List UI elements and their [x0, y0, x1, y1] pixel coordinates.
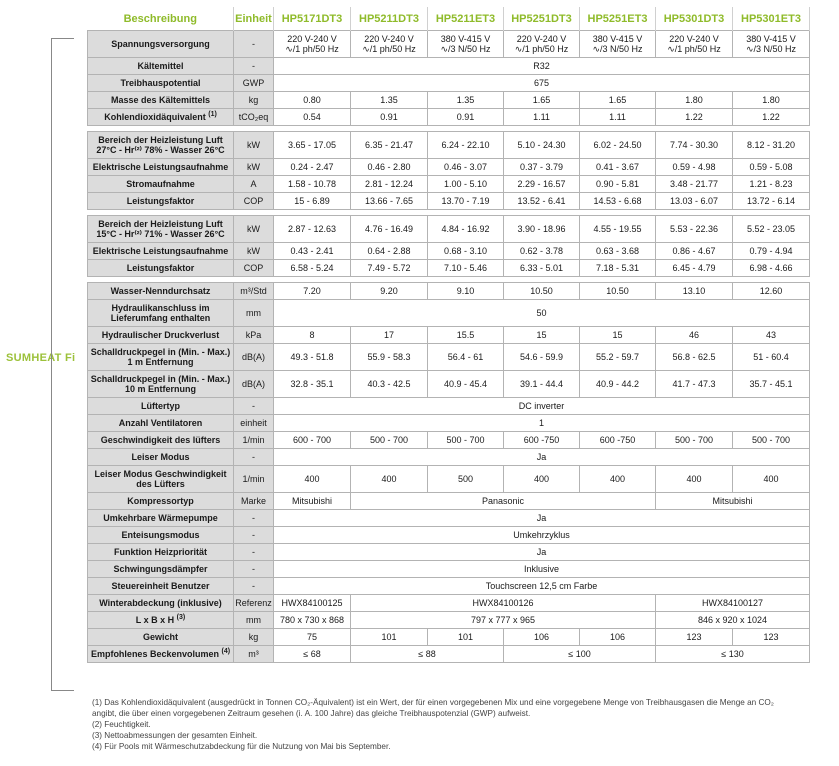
- value-cell: 123: [733, 629, 810, 646]
- value-cell: 600 -750: [580, 432, 656, 449]
- value-cell: 500 - 700: [733, 432, 810, 449]
- row-label-text: Umkehrbare Wärmepumpe: [103, 513, 218, 523]
- row-label: [88, 449, 234, 466]
- value-cell: 0.54: [274, 109, 351, 126]
- table-row: [88, 449, 810, 466]
- value-cell: 1.80: [656, 92, 733, 109]
- row-label: [88, 193, 234, 210]
- value-cell: 1.35: [351, 92, 428, 109]
- row-label-text: Hydraulikanschluss im Lieferumfang enthalten: [110, 303, 211, 323]
- value-cell: ≤ 68: [274, 646, 351, 663]
- value-cell: 4.84 - 16.92: [428, 216, 504, 243]
- row-label-text: Winterabdeckung (inklusive): [99, 598, 222, 608]
- value-cell: 5.10 - 24.30: [504, 132, 580, 159]
- value-cell: 35.7 - 45.1: [733, 371, 810, 398]
- value-cell: 400: [656, 466, 733, 493]
- row-unit: -: [234, 510, 274, 527]
- spec-body: [88, 31, 810, 663]
- table-row: [88, 243, 810, 260]
- header-model: HP5301DT3: [656, 7, 733, 31]
- header-model: HP5211DT3: [351, 7, 428, 31]
- row-unit: -: [234, 58, 274, 75]
- value-cell: 1.22: [733, 109, 810, 126]
- table-row: [88, 612, 810, 629]
- table-row: [88, 58, 810, 75]
- header-model: HP5171DT3: [274, 7, 351, 31]
- value-cell: 54.6 - 59.9: [504, 344, 580, 371]
- value-cell: 15 - 6.89: [274, 193, 351, 210]
- row-unit: kW: [234, 216, 274, 243]
- value-cell: 43: [733, 327, 810, 344]
- value-cell: 0.64 - 2.88: [351, 243, 428, 260]
- row-label: [88, 493, 234, 510]
- value-cell: R32: [274, 58, 810, 75]
- table-row: [88, 578, 810, 595]
- value-cell: 0.41 - 3.67: [580, 159, 656, 176]
- value-cell: 13.70 - 7.19: [428, 193, 504, 210]
- value-cell: Touchscreen 12,5 cm Farbe: [274, 578, 810, 595]
- value-cell: Umkehrzyklus: [274, 527, 810, 544]
- value-cell: 400: [351, 466, 428, 493]
- row-label-text: Leistungsfaktor: [126, 196, 195, 206]
- row-unit: Marke: [234, 493, 274, 510]
- value-cell: 1.35: [428, 92, 504, 109]
- value-cell: 6.98 - 4.66: [733, 260, 810, 277]
- row-label: [88, 176, 234, 193]
- row-label: [88, 159, 234, 176]
- table-row: [88, 260, 810, 277]
- value-cell: 1.65: [580, 92, 656, 109]
- footnotes: [92, 697, 812, 752]
- value-cell: 7.10 - 5.46: [428, 260, 504, 277]
- table-row: [88, 544, 810, 561]
- value-cell: 7.74 - 30.30: [656, 132, 733, 159]
- row-label-text: Empfohlenes Beckenvolumen: [90, 649, 219, 659]
- row-unit: kW: [234, 243, 274, 260]
- row-label: [88, 527, 234, 544]
- row-label-text: Leiser Modus: [131, 452, 190, 462]
- value-cell: 13.72 - 6.14: [733, 193, 810, 210]
- table-row: [88, 300, 810, 327]
- value-cell: 13.52 - 6.41: [504, 193, 580, 210]
- table-row: [88, 193, 810, 210]
- value-cell: Ja: [274, 449, 810, 466]
- row-label: [88, 300, 234, 327]
- row-label-text: Elektrische Leistungsaufnahme: [92, 162, 229, 172]
- value-cell: 101: [351, 629, 428, 646]
- row-label: [88, 398, 234, 415]
- row-label: [88, 31, 234, 58]
- row-label-text: Spannungsversorgung: [111, 39, 210, 49]
- value-cell: 123: [656, 629, 733, 646]
- row-label: [88, 327, 234, 344]
- row-label-text: Leiser Modus Geschwindigkeit des Lüfters: [94, 469, 227, 489]
- table-row: [88, 595, 810, 612]
- value-cell: 3.48 - 21.77: [656, 176, 733, 193]
- value-cell: 39.1 - 44.4: [504, 371, 580, 398]
- footnote: (1) Das Kohlendioxidäquivalent (ausgedrückt in Tonnen CO₂-Äquivalent) ist ein Wert, der für einen vorgegebenen Mix und eine vorgegebene Menge von Treibhausgasen die Menge an CO₂: [92, 698, 774, 707]
- value-cell: 106: [580, 629, 656, 646]
- row-label-text: Bereich der Heizleistung Luft 15°C - Hr⁽²⁾ 71% - Wasser 26°C: [96, 219, 225, 239]
- row-label: [88, 243, 234, 260]
- header-model: HP5301ET3: [733, 7, 810, 31]
- row-label-text: Hydraulischer Druckverlust: [101, 330, 220, 340]
- row-label: [88, 92, 234, 109]
- value-cell: 6.33 - 5.01: [504, 260, 580, 277]
- row-unit: GWP: [234, 75, 274, 92]
- value-cell: 400: [733, 466, 810, 493]
- value-cell: 600 -750: [504, 432, 580, 449]
- value-cell: 15: [580, 327, 656, 344]
- row-unit: m³: [234, 646, 274, 663]
- value-cell: 4.55 - 19.55: [580, 216, 656, 243]
- header-model: HP5211ET3: [428, 7, 504, 31]
- row-label-text: Kältemittel: [137, 61, 184, 71]
- value-cell: 220 V-240 V ∿/1 ph/50 Hz: [274, 31, 351, 58]
- row-unit: -: [234, 449, 274, 466]
- value-cell: Mitsubishi: [656, 493, 810, 510]
- table-row: [88, 92, 810, 109]
- table-row: [88, 283, 810, 300]
- value-cell: 56.8 - 62.5: [656, 344, 733, 371]
- value-cell: ≤ 100: [504, 646, 656, 663]
- row-unit: dB(A): [234, 371, 274, 398]
- footnote: (3) Nettoabmessungen der gesamten Einheit.: [92, 731, 258, 740]
- value-cell: 15: [504, 327, 580, 344]
- value-cell: 9.10: [428, 283, 504, 300]
- value-cell: 7.49 - 5.72: [351, 260, 428, 277]
- value-cell: 1.80: [733, 92, 810, 109]
- row-unit: tCO₂eq: [234, 109, 274, 126]
- row-unit: m³/Std: [234, 283, 274, 300]
- value-cell: 12.60: [733, 283, 810, 300]
- row-unit: einheit: [234, 415, 274, 432]
- row-label: [88, 283, 234, 300]
- value-cell: 6.45 - 4.79: [656, 260, 733, 277]
- value-cell: 380 V-415 V ∿/3 N/50 Hz: [733, 31, 810, 58]
- row-label-text: Gewicht: [142, 632, 178, 642]
- row-unit: kPa: [234, 327, 274, 344]
- row-unit: kW: [234, 159, 274, 176]
- value-cell: 0.46 - 3.07: [428, 159, 504, 176]
- value-cell: 14.53 - 6.68: [580, 193, 656, 210]
- footnote: angibt, die über einen vorgegebenen Zeitraum gesehen (i. A. 100 Jahre) das gleiche Treibhauspotenzial (GWP) aufweist.: [92, 709, 531, 718]
- value-cell: 500 - 700: [428, 432, 504, 449]
- value-cell: 0.37 - 3.79: [504, 159, 580, 176]
- table-row: [88, 344, 810, 371]
- row-unit: COP: [234, 260, 274, 277]
- row-label-text: Schalldruckpegel in (Min. - Max.) 10 m Entfernung: [90, 374, 231, 394]
- value-cell: 6.58 - 5.24: [274, 260, 351, 277]
- value-cell: 1.11: [580, 109, 656, 126]
- value-cell: 5.53 - 22.36: [656, 216, 733, 243]
- row-unit: kg: [234, 629, 274, 646]
- value-cell: 13.03 - 6.07: [656, 193, 733, 210]
- value-cell: 56.4 - 61: [428, 344, 504, 371]
- value-cell: 846 x 920 x 1024: [656, 612, 810, 629]
- row-label-text: Bereich der Heizleistung Luft 27°C - Hr⁽²⁾ 78% - Wasser 26°C: [96, 135, 225, 155]
- value-cell: 106: [504, 629, 580, 646]
- value-cell: 0.43 - 2.41: [274, 243, 351, 260]
- table-row: [88, 398, 810, 415]
- value-cell: 8.12 - 31.20: [733, 132, 810, 159]
- row-unit: dB(A): [234, 344, 274, 371]
- row-label-footnote: (1): [208, 111, 217, 118]
- header-row: [88, 7, 810, 31]
- value-cell: 13.66 - 7.65: [351, 193, 428, 210]
- table-row: [88, 159, 810, 176]
- row-label: [88, 578, 234, 595]
- value-cell: 17: [351, 327, 428, 344]
- row-label-text: L x B x H: [135, 615, 175, 625]
- value-cell: 0.79 - 4.94: [733, 243, 810, 260]
- row-label: [88, 415, 234, 432]
- value-cell: 40.9 - 44.2: [580, 371, 656, 398]
- value-cell: 75: [274, 629, 351, 646]
- row-label: [88, 58, 234, 75]
- row-label: [88, 260, 234, 277]
- row-label-text: Elektrische Leistungsaufnahme: [92, 246, 229, 256]
- value-cell: 0.68 - 3.10: [428, 243, 504, 260]
- value-cell: 220 V-240 V ∿/1 ph/50 Hz: [504, 31, 580, 58]
- row-label-text: Wasser-Nenndurchsatz: [110, 286, 211, 296]
- value-cell: DC inverter: [274, 398, 810, 415]
- row-label-text: Funktion Heizpriorität: [114, 547, 207, 557]
- row-label: [88, 216, 234, 243]
- row-unit: kg: [234, 92, 274, 109]
- value-cell: 797 x 777 x 965: [351, 612, 656, 629]
- table-row: [88, 31, 810, 58]
- value-cell: 13.10: [656, 283, 733, 300]
- value-cell: 40.3 - 42.5: [351, 371, 428, 398]
- value-cell: 2.87 - 12.63: [274, 216, 351, 243]
- value-cell: 220 V-240 V ∿/1 ph/50 Hz: [656, 31, 733, 58]
- value-cell: 600 - 700: [274, 432, 351, 449]
- header-model: HP5251ET3: [580, 7, 656, 31]
- row-label-text: Schalldruckpegel in (Min. - Max.) 1 m Entfernung: [90, 347, 231, 367]
- row-label-text: Geschwindigkeit des lüfters: [100, 435, 221, 445]
- table-row: [88, 132, 810, 159]
- value-cell: 55.9 - 58.3: [351, 344, 428, 371]
- table-row: [88, 466, 810, 493]
- row-label: [88, 132, 234, 159]
- row-unit: 1/min: [234, 432, 274, 449]
- table-row: [88, 432, 810, 449]
- row-unit: 1/min: [234, 466, 274, 493]
- row-label-text: Treibhauspotential: [120, 78, 201, 88]
- value-cell: 500 - 700: [351, 432, 428, 449]
- value-cell: 6.02 - 24.50: [580, 132, 656, 159]
- table-row: [88, 415, 810, 432]
- value-cell: HWX84100125: [274, 595, 351, 612]
- row-label: [88, 109, 234, 126]
- value-cell: 49.3 - 51.8: [274, 344, 351, 371]
- value-cell: 41.7 - 47.3: [656, 371, 733, 398]
- value-cell: 0.86 - 4.67: [656, 243, 733, 260]
- value-cell: 10.50: [504, 283, 580, 300]
- row-unit: -: [234, 31, 274, 58]
- row-unit: -: [234, 544, 274, 561]
- table-row: [88, 327, 810, 344]
- value-cell: 0.63 - 3.68: [580, 243, 656, 260]
- value-cell: 400: [580, 466, 656, 493]
- value-cell: 0.80: [274, 92, 351, 109]
- value-cell: 0.46 - 2.80: [351, 159, 428, 176]
- row-label-footnote: (3): [176, 614, 186, 621]
- row-label: [88, 646, 234, 663]
- row-label: [88, 612, 234, 629]
- table-row: [88, 75, 810, 92]
- row-label-text: Schwingungsdämpfer: [113, 564, 208, 574]
- row-label: [88, 432, 234, 449]
- row-label: [88, 466, 234, 493]
- value-cell: 1.11: [504, 109, 580, 126]
- table-row: [88, 109, 810, 126]
- value-cell: 780 x 730 x 868: [274, 612, 351, 629]
- row-label: [88, 344, 234, 371]
- value-cell: ≤ 130: [656, 646, 810, 663]
- row-unit: -: [234, 398, 274, 415]
- value-cell: 46: [656, 327, 733, 344]
- table-row: [88, 646, 810, 663]
- value-cell: 5.52 - 23.05: [733, 216, 810, 243]
- value-cell: HWX84100127: [656, 595, 810, 612]
- header-einheit: Einheit: [234, 7, 274, 31]
- row-label-text: Kohlendioxidäquivalent: [104, 112, 206, 122]
- value-cell: 675: [274, 75, 810, 92]
- table-row: [88, 371, 810, 398]
- row-label: [88, 595, 234, 612]
- value-cell: 380 V-415 V ∿/3 N/50 Hz: [580, 31, 656, 58]
- value-cell: 7.20: [274, 283, 351, 300]
- value-cell: 51 - 60.4: [733, 344, 810, 371]
- table-row: [88, 216, 810, 243]
- value-cell: 0.91: [351, 109, 428, 126]
- value-cell: 10.50: [580, 283, 656, 300]
- row-label-text: Anzahl Ventilatoren: [118, 418, 203, 428]
- value-cell: 2.81 - 12.24: [351, 176, 428, 193]
- value-cell: 8: [274, 327, 351, 344]
- value-cell: 0.24 - 2.47: [274, 159, 351, 176]
- value-cell: 0.91: [428, 109, 504, 126]
- brace-line: [51, 38, 74, 691]
- row-label-text: Steuereinheit Benutzer: [111, 581, 210, 591]
- row-unit: mm: [234, 612, 274, 629]
- row-label: [88, 510, 234, 527]
- value-cell: 0.59 - 5.08: [733, 159, 810, 176]
- footnote: (2) Feuchtigkeit.: [92, 720, 151, 729]
- value-cell: 50: [274, 300, 810, 327]
- brand-label: SUMHEAT Fi: [6, 352, 76, 364]
- value-cell: 40.9 - 45.4: [428, 371, 504, 398]
- row-label-text: Stromaufnahme: [126, 179, 195, 189]
- value-cell: 1.22: [656, 109, 733, 126]
- table-row: [88, 493, 810, 510]
- value-cell: 15.5: [428, 327, 504, 344]
- value-cell: HWX84100126: [351, 595, 656, 612]
- row-unit: mm: [234, 300, 274, 327]
- value-cell: Ja: [274, 510, 810, 527]
- value-cell: 500: [428, 466, 504, 493]
- table-row: [88, 527, 810, 544]
- value-cell: 380 V-415 V ∿/3 N/50 Hz: [428, 31, 504, 58]
- value-cell: 55.2 - 59.7: [580, 344, 656, 371]
- value-cell: 400: [504, 466, 580, 493]
- value-cell: 101: [428, 629, 504, 646]
- value-cell: 9.20: [351, 283, 428, 300]
- row-label: [88, 371, 234, 398]
- row-label: [88, 561, 234, 578]
- value-cell: 0.59 - 4.98: [656, 159, 733, 176]
- value-cell: 1.65: [504, 92, 580, 109]
- value-cell: Inklusive: [274, 561, 810, 578]
- value-cell: 7.18 - 5.31: [580, 260, 656, 277]
- value-cell: 0.90 - 5.81: [580, 176, 656, 193]
- row-label-footnote: (4): [221, 648, 231, 655]
- value-cell: 1.58 - 10.78: [274, 176, 351, 193]
- value-cell: Panasonic: [351, 493, 656, 510]
- row-label: [88, 544, 234, 561]
- value-cell: 1: [274, 415, 810, 432]
- value-cell: Ja: [274, 544, 810, 561]
- value-cell: 500 - 700: [656, 432, 733, 449]
- row-unit: -: [234, 561, 274, 578]
- value-cell: 400: [274, 466, 351, 493]
- value-cell: ≤ 88: [351, 646, 504, 663]
- value-cell: 0.62 - 3.78: [504, 243, 580, 260]
- row-label-text: Kompressortyp: [127, 496, 194, 506]
- value-cell: Mitsubishi: [274, 493, 351, 510]
- value-cell: 6.35 - 21.47: [351, 132, 428, 159]
- table-row: [88, 561, 810, 578]
- header-model: HP5251DT3: [504, 7, 580, 31]
- header-beschreibung: Beschreibung: [88, 7, 234, 31]
- row-unit: COP: [234, 193, 274, 210]
- value-cell: 1.21 - 8.23: [733, 176, 810, 193]
- row-unit: Referenz: [234, 595, 274, 612]
- row-label: [88, 75, 234, 92]
- row-label-text: Masse des Kältemittels: [110, 95, 211, 105]
- row-label-text: Enteisungsmodus: [121, 530, 200, 540]
- value-cell: 220 V-240 V ∿/1 ph/50 Hz: [351, 31, 428, 58]
- value-cell: 2.29 - 16.57: [504, 176, 580, 193]
- value-cell: 6.24 - 22.10: [428, 132, 504, 159]
- row-unit: -: [234, 527, 274, 544]
- row-unit: -: [234, 578, 274, 595]
- table-row: [88, 510, 810, 527]
- footnote: (4) Für Pools mit Wärmeschutzabdeckung für die Nutzung von Mai bis September.: [92, 742, 391, 751]
- row-unit: A: [234, 176, 274, 193]
- row-label-text: Lüftertyp: [141, 401, 180, 411]
- row-label-text: Leistungsfaktor: [126, 263, 195, 273]
- row-unit: kW: [234, 132, 274, 159]
- value-cell: 3.65 - 17.05: [274, 132, 351, 159]
- table-row: [88, 176, 810, 193]
- value-cell: 1.00 - 5.10: [428, 176, 504, 193]
- value-cell: 3.90 - 18.96: [504, 216, 580, 243]
- value-cell: 32.8 - 35.1: [274, 371, 351, 398]
- value-cell: 4.76 - 16.49: [351, 216, 428, 243]
- spec-table: [87, 7, 810, 663]
- table-row: [88, 629, 810, 646]
- row-label: [88, 629, 234, 646]
